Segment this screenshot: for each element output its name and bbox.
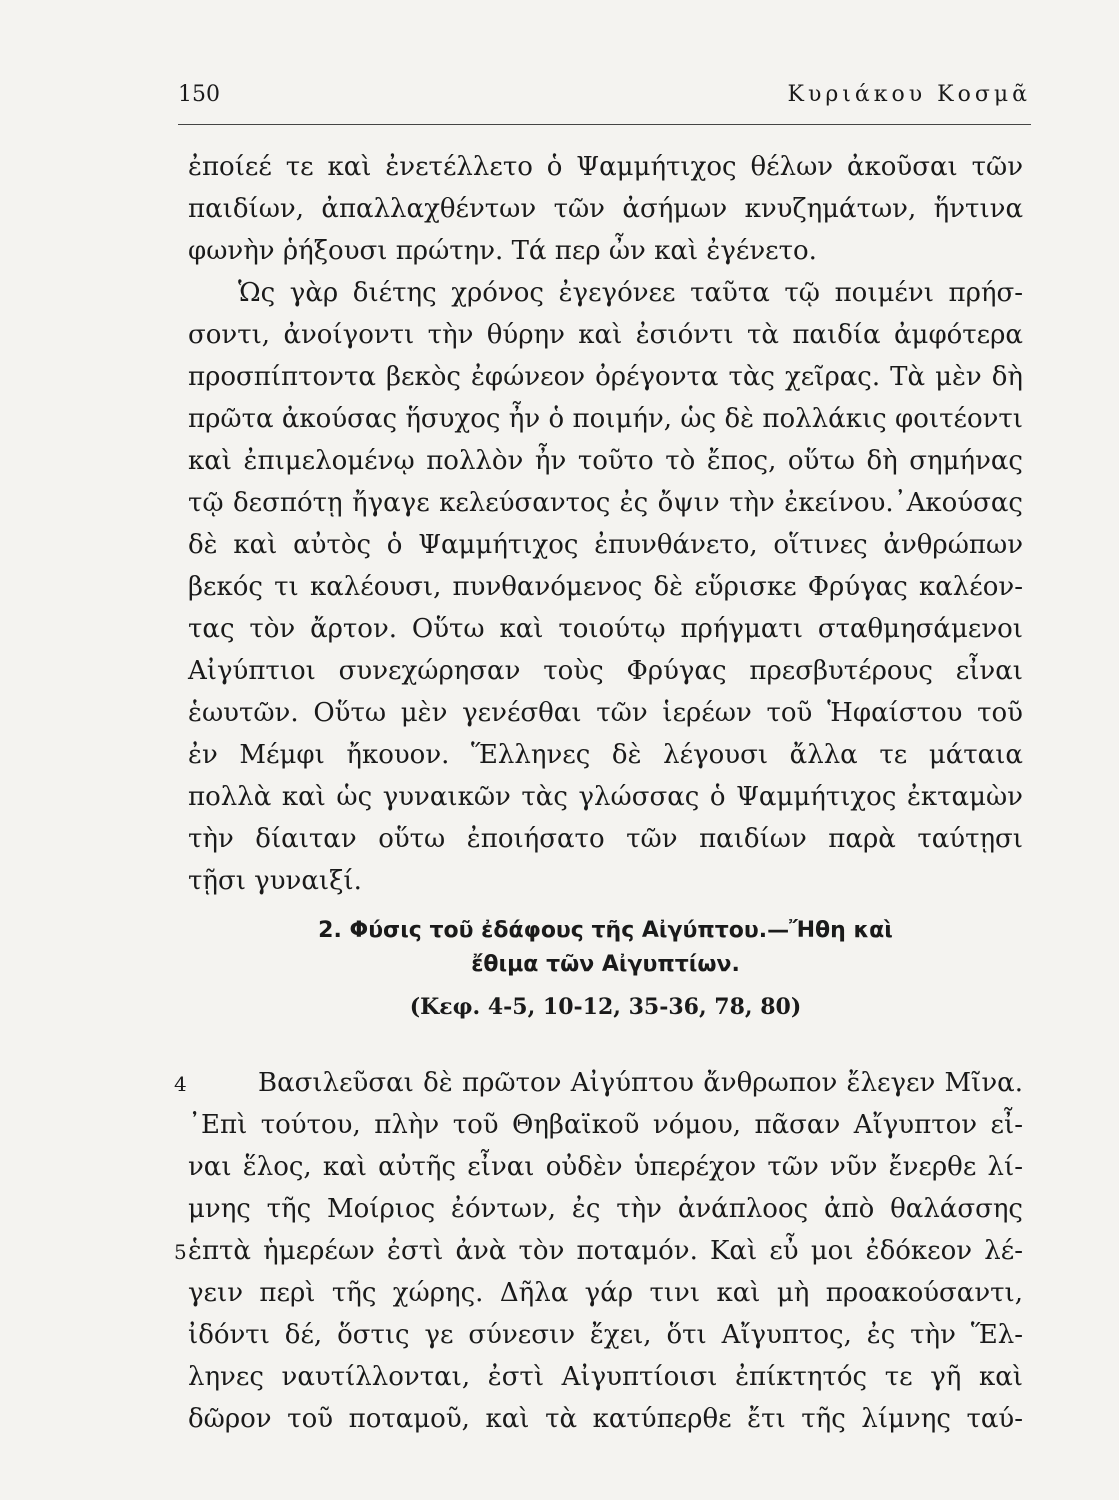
text-line: Αἰγύπτιοι συνεχώρησαν τοὺς Φρύγας πρεσβυτέρους εἶναι (188, 656, 1023, 686)
text-line: παιδίων, ἀπαλλαχθέντων τῶν ἀσήμων κνυζημάτων, ἥντινα (188, 194, 1023, 224)
header-rule (178, 124, 1031, 125)
text-line: πρῶτα ἀκούσας ἥσυχος ἦν ὁ ποιμήν, ὡς δὲ πολλάκις φοιτέοντι (188, 404, 1023, 434)
text-line: δὲ καὶ αὐτὸς ὁ Ψαμμήτιχος ἐπυνθάνετο, οἵτινες ἀνθρώπων (188, 530, 1023, 560)
text-line: καὶ ἐπιμελομένῳ πολλὸν ἦν τοῦτο τὸ ἔπος, οὕτω δὴ σημήνας (188, 446, 1023, 476)
running-head: Κυριάκου Κοσμᾶ (787, 82, 1031, 107)
text-line: ἐποίεέ τε καὶ ἐνετέλλετο ὁ Ψαμμήτιχος θέλων ἀκοῦσαι τῶν (188, 152, 1023, 182)
chapter-references: (Κεφ. 4-5, 10-12, 35-36, 78, 80) (409, 994, 802, 1020)
text-line: Βασιλεῦσαι δὲ πρῶτον Αἰγύπτου ἄνθρωπον ἔλεγεν Μῖνα. (258, 1068, 1023, 1098)
margin-number: 5 (174, 1240, 187, 1264)
text-line: τῇσι γυναιξί. (188, 866, 362, 896)
text-line: πολλὰ καὶ ὡς γυναικῶν τὰς γλώσσας ὁ Ψαμμήτιχος ἐκταμὼν (188, 782, 1023, 812)
text-line: ἰδόντι δέ, ὅστις γε σύνεσιν ἔχει, ὅτι Αἴγυπτος, ἐς τὴν Ἕλ- (188, 1320, 1023, 1350)
section-heading-line-2: ἔθιμα τῶν Αἰγυπτίων. (471, 952, 740, 977)
page-number: 150 (178, 82, 220, 107)
text-line: ἑωυτῶν. Οὕτω μὲν γενέσθαι τῶν ἱερέων τοῦ Ἡφαίστου τοῦ (188, 698, 1023, 728)
text-line: ᾿Επὶ τούτου, πλὴν τοῦ Θηβαϊκοῦ νόμου, πᾶσαν Αἴγυπτον εἶ- (188, 1110, 1023, 1140)
text-line: βεκός τι καλέουσι, πυνθανόμενος δὲ εὕρισκε Φρύγας καλέον- (188, 572, 1023, 602)
text-line: προσπίπτοντα βεκὸς ἐφώνεον ὀρέγοντα τὰς χεῖρας. Τὰ μὲν δὴ (188, 362, 1023, 392)
text-line: ἑπτὰ ἡμερέων ἐστὶ ἀνὰ τὸν ποταμόν. Καὶ εὖ μοι ἐδόκεον λέ- (188, 1236, 1023, 1266)
text-line: μνης τῆς Μοίριος ἐόντων, ἐς τὴν ἀνάπλοος ἀπὸ θαλάσσης (188, 1194, 1023, 1224)
text-line: τας τὸν ἄρτον. Οὕτω καὶ τοιούτῳ πρήγματι σταθμησάμενοι (188, 614, 1023, 644)
text-line: τῷ δεσπότῃ ἤγαγε κελεύσαντος ἐς ὄψιν τὴν ἐκείνου.᾿Ακούσας (188, 488, 1023, 518)
text-line: σοντι, ἀνοίγοντι τὴν θύρην καὶ ἐσιόντι τὰ παιδία ἀμφότερα (188, 320, 1023, 350)
text-line: ναι ἕλος, καὶ αὐτῆς εἶναι οὐδὲν ὑπερέχον τῶν νῦν ἔνερθε λί- (188, 1152, 1023, 1182)
section-heading-line-1: 2. Φύσις τοῦ ἐδάφους τῆς Αἰγύπτου.—Ἤθη καὶ (318, 918, 893, 943)
text-line: ἐν Μέμφι ἤκουον. Ἕλληνες δὲ λέγουσι ἄλλα τε μάταια (188, 740, 1023, 770)
text-line: γειν περὶ τῆς χώρης. Δῆλα γάρ τινι καὶ μὴ προακούσαντι, (188, 1278, 1023, 1308)
text-line: δῶρον τοῦ ποταμοῦ, καὶ τὰ κατύπερθε ἔτι τῆς λίμνης ταύ- (188, 1404, 1023, 1434)
margin-number: 4 (174, 1072, 187, 1096)
text-line: ληνες ναυτίλλονται, ἐστὶ Αἰγυπτίοισι ἐπίκτητός τε γῆ καὶ (188, 1362, 1023, 1392)
text-line: φωνὴν ῥήξουσι πρώτην. Τά περ ὦν καὶ ἐγένετο. (188, 236, 817, 266)
text-line: Ὡς γὰρ διέτης χρόνος ἐγεγόνεε ταῦτα τῷ ποιμένι πρήσ- (238, 278, 1023, 308)
text-line: τὴν δίαιταν οὕτω ἐποιήσατο τῶν παιδίων παρὰ ταύτῃσι (188, 824, 1023, 854)
